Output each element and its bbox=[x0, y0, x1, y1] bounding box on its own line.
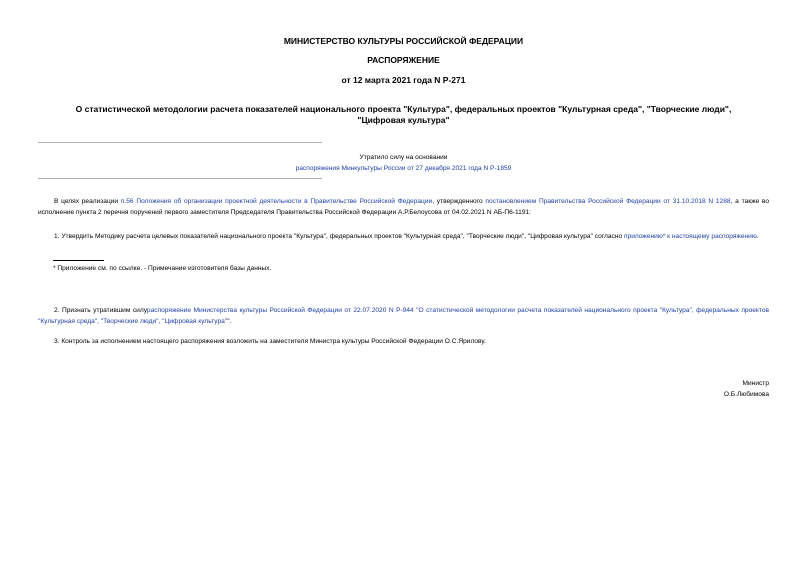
title-line-1: О статистической методологии расчета показателей национального проекта "Культура", федеральных проектов "Культурная среда", "Творческие люди", bbox=[75, 104, 732, 114]
document-type: РАСПОРЯЖЕНИЕ bbox=[367, 55, 440, 65]
preamble-text-1: В целях реализации bbox=[54, 198, 119, 205]
paragraph-2-text: 2. Признать утратившим силу bbox=[54, 307, 147, 314]
paragraph-1-end: . bbox=[756, 233, 759, 240]
repeal-document-link[interactable]: распоряжения Минкультуры России от 27 декабря 2021 года N Р-1859 bbox=[295, 165, 512, 172]
paragraph-2 bbox=[38, 305, 769, 327]
divider-bottom bbox=[38, 178, 322, 179]
status-note-text: Утратило силу на основании bbox=[359, 154, 448, 161]
ministry-heading: МИНИСТЕРСТВО КУЛЬТУРЫ РОССИЙСКОЙ ФЕДЕРАЦИИ bbox=[283, 36, 524, 46]
preamble-text-2: , утвержденного bbox=[432, 198, 483, 205]
signature-name: О.Б.Любимова bbox=[723, 391, 769, 398]
footnote: * Приложение см. по ссылке. - Примечание изготовителя базы данных. bbox=[53, 265, 272, 272]
paragraph-1 bbox=[38, 231, 769, 242]
paragraph-1-text: 1. Утвердить Методику расчета целевых показателей национального проекта "Культура", федеральных проектов "Культурная среда", "Творческие люди", "Цифровая культура" согласно bbox=[54, 233, 623, 240]
repealed-order-link[interactable]: распоряжение Министерства культуры Российской Федерации от 22.07.2020 N Р-944 "О статистической методологии расчета показателей национального проекта "Культура", федеральных проектов "Культурная среда", "Творческие люди", "Цифровая культура" bbox=[38, 307, 769, 325]
signature-block bbox=[724, 378, 769, 400]
government-decree-link[interactable]: постановлением Правительства Российской Федерации от 31.10.2018 N 1288 bbox=[485, 198, 731, 205]
title-line-2: "Цифровая культура" bbox=[357, 115, 450, 125]
preamble-text-3: , а также во исполнение пункта 2 перечня поручений первого заместителя Председателя Правительства Российской Федерации А.Р.Белоусова от 04.02.2021 N АБ-П6-1191: bbox=[38, 198, 769, 216]
footnote-separator bbox=[53, 260, 104, 261]
regulation-link[interactable]: п.56 Положения об организации проектной деятельности в Правительстве Российской Федерации bbox=[120, 198, 433, 205]
paragraph-preamble bbox=[38, 196, 769, 218]
document-title bbox=[40, 104, 767, 126]
paragraph-3 bbox=[38, 336, 769, 347]
paragraph-3-text: 3. Контроль за исполнением настоящего распоряжения возложить на заместителя Министра культуры Российской Федерации О.С.Ярилову. bbox=[54, 338, 486, 345]
signature-position: Министр bbox=[742, 380, 769, 387]
appendix-link[interactable]: приложению* к настоящему распоряжению bbox=[623, 233, 757, 240]
status-note bbox=[250, 152, 557, 174]
document-date: от 12 марта 2021 года N Р-271 bbox=[341, 75, 466, 85]
paragraph-2-end: ". bbox=[227, 318, 232, 325]
divider-top bbox=[38, 142, 322, 143]
